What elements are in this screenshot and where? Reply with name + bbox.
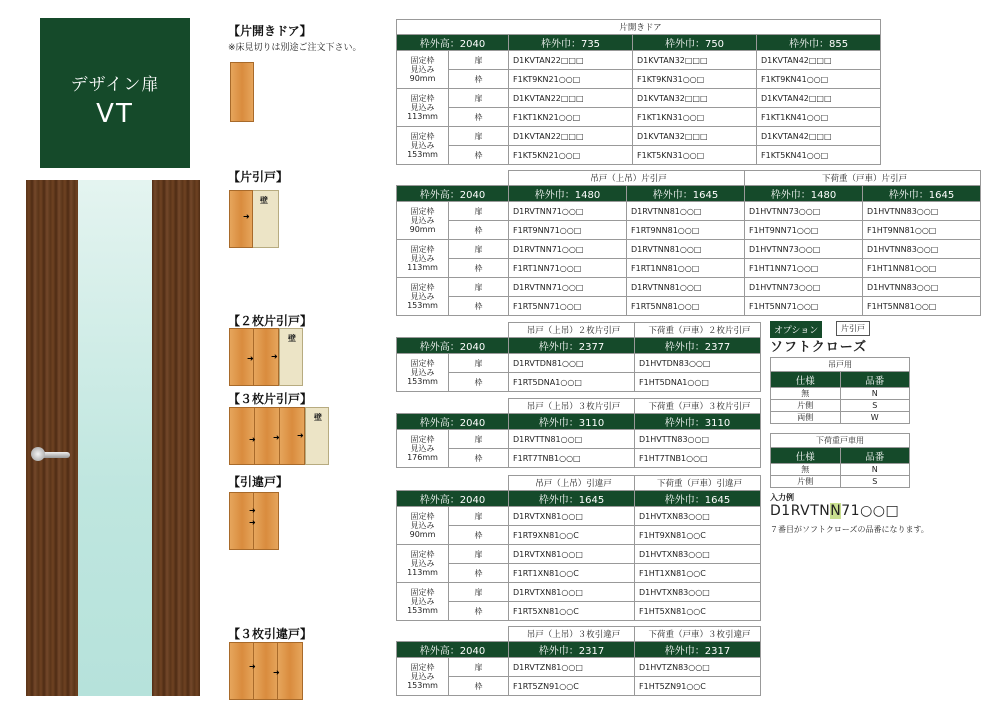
- part-number: F1KT9KN21○○□: [509, 70, 633, 89]
- row-kind: 扉: [449, 202, 509, 221]
- code-value: N: [840, 464, 910, 476]
- product-title: デザイン扉: [70, 75, 160, 95]
- two-panel-slide-door-icon: 壁 ➜ ➜: [229, 328, 303, 386]
- part-number: D1RVTNN71○○□: [509, 202, 627, 221]
- part-number: D1HVTXN83○○□: [635, 583, 761, 602]
- wall-label: 壁: [288, 334, 296, 343]
- part-number: D1RVTZN81○○□: [509, 658, 635, 677]
- spec-value: 片側: [771, 476, 841, 488]
- wall-label: 壁: [260, 196, 268, 205]
- part-number: F1HT1NN81○○□: [863, 259, 981, 278]
- part-number: D1HVTNN83○○□: [863, 240, 981, 259]
- part-number: F1HT9XN81○○C: [635, 526, 761, 545]
- part-number: D1RVTNN81○○□: [627, 278, 745, 297]
- row-kind: 扉: [449, 583, 509, 602]
- header-width: 枠外巾：1480: [745, 186, 863, 202]
- three-panel-slide-door-icon: 壁 ➜ ➜ ➜: [229, 407, 329, 465]
- option-title: ソフトクローズ: [770, 340, 868, 355]
- option-tag: オプション: [770, 321, 822, 338]
- part-number: F1KT1KN41○○□: [757, 108, 881, 127]
- part-number: D1HVTNN73○○□: [745, 278, 863, 297]
- part-number: D1RVTNN71○○□: [509, 240, 627, 259]
- frame-depth-label: 固定枠 見込み 113mm: [397, 545, 449, 583]
- single-swing-door-icon: [230, 62, 254, 122]
- part-number: D1HVTXN83○○□: [635, 545, 761, 564]
- part-number: F1HT5NN71○○□: [745, 297, 863, 316]
- row-kind: 枠: [449, 259, 509, 278]
- door-image: [26, 180, 200, 696]
- part-number: F1RT1NN71○○□: [509, 259, 627, 278]
- door-glass-panel: [78, 180, 152, 696]
- row-kind: 扉: [449, 507, 509, 526]
- header-width: 枠外巾：855: [757, 35, 881, 51]
- part-number: D1KVTAN22□□□: [509, 51, 633, 70]
- part-number: D1KVTAN42□□□: [757, 89, 881, 108]
- part-number: D1HVTNN83○○□: [863, 278, 981, 297]
- header-height: 枠外高：2040: [397, 491, 509, 507]
- section-title-three-panel-slide: 【３枚片引戸】: [228, 392, 313, 406]
- row-kind: 扉: [449, 89, 509, 108]
- header-width: 枠外巾：1645: [627, 186, 745, 202]
- part-number: D1HVTZN83○○□: [635, 658, 761, 677]
- part-number: D1RVTDN81○○□: [509, 354, 635, 373]
- option-subtag: 片引戸: [836, 321, 870, 336]
- header-width: 枠外巾：2317: [509, 642, 635, 658]
- product-code: VT: [96, 99, 134, 129]
- spec-value: 両側: [771, 412, 841, 424]
- table-caption: 吊戸（上吊）片引戸: [509, 171, 745, 186]
- part-number: F1KT9KN31○○□: [633, 70, 757, 89]
- code-value: W: [840, 412, 910, 424]
- part-number: F1KT9KN41○○□: [757, 70, 881, 89]
- table-caption: 下荷重（戸車）３枚引違戸: [635, 627, 761, 642]
- softclose-table-roller: [770, 433, 910, 488]
- header-width: 枠外巾：1480: [509, 186, 627, 202]
- door-handle-rose-icon: [31, 447, 45, 461]
- part-number: F1HT7TNB1○○□: [635, 449, 761, 468]
- wall-label: 壁: [314, 413, 322, 422]
- table-caption: 下荷重（戸車）２枚片引戸: [635, 323, 761, 338]
- part-number: D1HVTNN73○○□: [745, 202, 863, 221]
- header-width: 枠外巾：3110: [509, 414, 635, 430]
- part-number: F1KT1KN21○○□: [509, 108, 633, 127]
- row-kind: 枠: [449, 297, 509, 316]
- part-number: D1KVTAN22□□□: [509, 127, 633, 146]
- code-value: S: [840, 400, 910, 412]
- section-title-three-bypass: 【３枚引違戸】: [228, 627, 313, 641]
- spec-table-single-slide: [396, 170, 981, 316]
- part-number: F1KT5KN31○○□: [633, 146, 757, 165]
- part-number: F1HT9NN81○○□: [863, 221, 981, 240]
- input-example-label: 入力例: [770, 493, 794, 502]
- table-caption: 吊戸（上吊）３枚片引戸: [509, 399, 635, 414]
- code-value: N: [840, 388, 910, 400]
- frame-depth-label: 固定枠 見込み 176mm: [397, 430, 449, 468]
- section-note-floor-trim: ※床見切りは別途ご注文下さい。: [228, 43, 362, 53]
- header-width: 枠外巾：1645: [509, 491, 635, 507]
- spec-table-bypass: [396, 475, 761, 621]
- part-number: F1KT1KN31○○□: [633, 108, 757, 127]
- row-kind: 枠: [449, 70, 509, 89]
- row-kind: 扉: [449, 240, 509, 259]
- part-number: F1RT5ZN91○○C: [509, 677, 635, 696]
- header-width: 枠外巾：750: [633, 35, 757, 51]
- frame-depth-label: 固定枠 見込み 90mm: [397, 507, 449, 545]
- part-number: F1RT5XN81○○C: [509, 602, 635, 621]
- part-number: D1RVTXN81○○□: [509, 583, 635, 602]
- part-number: F1RT1XN81○○C: [509, 564, 635, 583]
- softclose-table-hanging: [770, 357, 910, 424]
- part-number: F1RT9NN81○○□: [627, 221, 745, 240]
- part-number: F1HT5ZN91○○C: [635, 677, 761, 696]
- spec-table-two-panel-slide: [396, 322, 761, 392]
- header-width: 枠外巾：735: [509, 35, 633, 51]
- part-number: D1RVTTN81○○□: [509, 430, 635, 449]
- table-caption: 吊戸（上吊）２枚片引戸: [509, 323, 635, 338]
- softclose-digit-highlight: N: [830, 503, 842, 519]
- part-number: D1RVTNN81○○□: [627, 202, 745, 221]
- row-kind: 扉: [449, 278, 509, 297]
- header-width: 枠外巾：2317: [635, 642, 761, 658]
- part-number: F1RT5NN71○○□: [509, 297, 627, 316]
- part-number: F1RT5NN81○○□: [627, 297, 745, 316]
- table-caption: 片開きドア: [397, 20, 881, 35]
- header-spec: 仕様: [771, 448, 841, 464]
- part-number: D1RVTNN71○○□: [509, 278, 627, 297]
- table-caption: 下荷重（戸車）３枚片引戸: [635, 399, 761, 414]
- row-kind: 枠: [449, 564, 509, 583]
- part-number: F1RT1NN81○○□: [627, 259, 745, 278]
- part-number: F1RT7TNB1○○□: [509, 449, 635, 468]
- header-width: 枠外巾：1645: [863, 186, 981, 202]
- header-code: 品番: [840, 372, 910, 388]
- frame-depth-label: 固定枠 見込み 153mm: [397, 354, 449, 392]
- part-number: D1KVTAN42□□□: [757, 127, 881, 146]
- frame-depth-label: 固定枠 見込み 153mm: [397, 127, 449, 165]
- row-kind: 枠: [449, 526, 509, 545]
- frame-depth-label: 固定枠 見込み 90mm: [397, 51, 449, 89]
- row-kind: 枠: [449, 221, 509, 240]
- frame-depth-label: 固定枠 見込み 113mm: [397, 89, 449, 127]
- header-width: 枠外巾：3110: [635, 414, 761, 430]
- row-kind: 枠: [449, 602, 509, 621]
- section-title-single-swing: 【片開きドア】: [228, 24, 312, 38]
- spec-table-single-swing: [396, 19, 881, 165]
- spec-table-three-panel-slide: [396, 398, 761, 468]
- row-kind: 扉: [449, 658, 509, 677]
- header-height: 枠外高：2040: [397, 35, 509, 51]
- header-code: 品番: [840, 448, 910, 464]
- part-number: F1RT9XN81○○C: [509, 526, 635, 545]
- frame-depth-label: 固定枠 見込み 153mm: [397, 583, 449, 621]
- row-kind: 枠: [449, 677, 509, 696]
- part-number: D1KVTAN32□□□: [633, 89, 757, 108]
- spec-table-three-bypass: [396, 626, 761, 696]
- row-kind: 枠: [449, 108, 509, 127]
- frame-depth-label: 固定枠 見込み 90mm: [397, 202, 449, 240]
- row-kind: 扉: [449, 354, 509, 373]
- header-width: 枠外巾：2377: [635, 338, 761, 354]
- table-caption: 吊戸（上吊）引違戸: [509, 476, 635, 491]
- input-example-code: D1RVTNN71○○□: [770, 503, 900, 519]
- input-example-note: ７番目がソフトクローズの品番になります。: [770, 525, 929, 534]
- single-slide-door-icon: 壁 ➜: [229, 190, 279, 248]
- row-kind: 扉: [449, 51, 509, 70]
- section-title-two-panel-slide: 【２枚片引戸】: [228, 314, 313, 328]
- code-value: S: [840, 476, 910, 488]
- part-number: F1HT1XN81○○C: [635, 564, 761, 583]
- section-title-single-slide: 【片引戸】: [228, 170, 289, 184]
- header-height: 枠外高：2040: [397, 642, 509, 658]
- table-caption: 吊戸用: [771, 358, 910, 372]
- part-number: F1RT5DNA1○○□: [509, 373, 635, 392]
- part-number: F1HT1NN71○○□: [745, 259, 863, 278]
- table-caption: 吊戸（上吊）３枚引違戸: [509, 627, 635, 642]
- spec-value: 片側: [771, 400, 841, 412]
- part-number: F1KT5KN21○○□: [509, 146, 633, 165]
- row-kind: 枠: [449, 449, 509, 468]
- frame-depth-label: 固定枠 見込み 153mm: [397, 658, 449, 696]
- header-height: 枠外高：2040: [397, 186, 509, 202]
- part-number: D1RVTXN81○○□: [509, 507, 635, 526]
- header-height: 枠外高：2040: [397, 338, 509, 354]
- part-number: F1HT9NN71○○□: [745, 221, 863, 240]
- part-number: D1KVTAN42□□□: [757, 51, 881, 70]
- row-kind: 扉: [449, 127, 509, 146]
- part-number: F1KT5KN41○○□: [757, 146, 881, 165]
- header-width: 枠外巾：2377: [509, 338, 635, 354]
- header-width: 枠外巾：1645: [635, 491, 761, 507]
- part-number: F1HT5DNA1○○□: [635, 373, 761, 392]
- spec-value: 無: [771, 464, 841, 476]
- part-number: D1HVTXN83○○□: [635, 507, 761, 526]
- row-kind: 扉: [449, 545, 509, 564]
- part-number: D1HVTNN73○○□: [745, 240, 863, 259]
- table-caption: 下荷重戸車用: [771, 434, 910, 448]
- part-number: D1HVTTN83○○□: [635, 430, 761, 449]
- part-number: D1RVTXN81○○□: [509, 545, 635, 564]
- part-number: D1RVTNN81○○□: [627, 240, 745, 259]
- part-number: F1RT9NN71○○□: [509, 221, 627, 240]
- spec-value: 無: [771, 388, 841, 400]
- section-title-bypass: 【引違戸】: [228, 475, 289, 489]
- row-kind: 扉: [449, 430, 509, 449]
- header-height: 枠外高：2040: [397, 414, 509, 430]
- part-number: D1HVTNN83○○□: [863, 202, 981, 221]
- part-number: F1HT5NN81○○□: [863, 297, 981, 316]
- part-number: D1KVTAN22□□□: [509, 89, 633, 108]
- bypass-door-icon: ➜ ➜: [229, 492, 279, 550]
- row-kind: 枠: [449, 146, 509, 165]
- part-number: D1HVTDN83○○□: [635, 354, 761, 373]
- part-number: F1HT5XN81○○C: [635, 602, 761, 621]
- part-number: D1KVTAN32□□□: [633, 51, 757, 70]
- header-spec: 仕様: [771, 372, 841, 388]
- product-title-box: [40, 18, 190, 168]
- frame-depth-label: 固定枠 見込み 153mm: [397, 278, 449, 316]
- three-bypass-door-icon: ➜ ➜: [229, 642, 303, 700]
- row-kind: 枠: [449, 373, 509, 392]
- frame-depth-label: 固定枠 見込み 113mm: [397, 240, 449, 278]
- table-caption: 下荷重（戸車）引違戸: [635, 476, 761, 491]
- table-caption: 下荷重（戸車）片引戸: [745, 171, 981, 186]
- part-number: D1KVTAN32□□□: [633, 127, 757, 146]
